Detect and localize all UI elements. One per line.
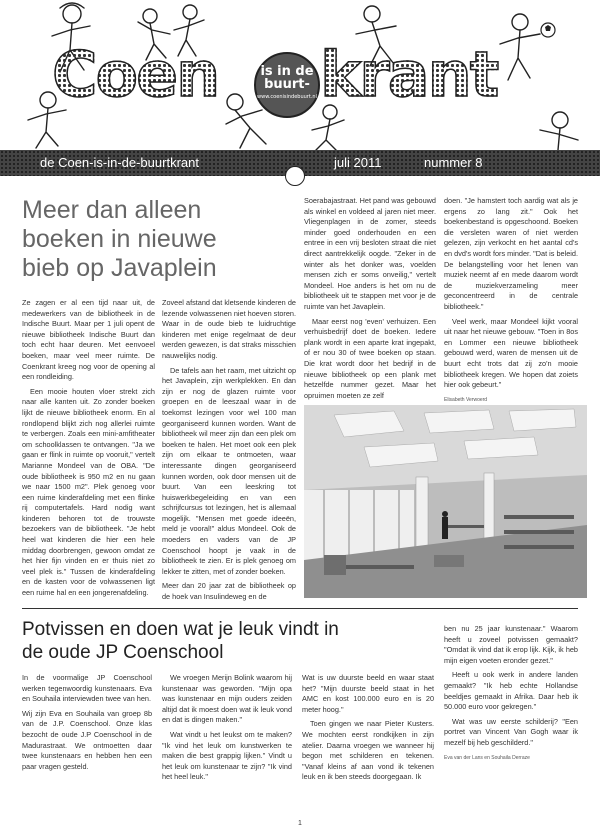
article1-headline: Meer dan alleen boeken in nieuwe bieb op Javaplein <box>22 196 217 282</box>
article2-col2-p2: Wat vindt u het leukst om te maken? "Ik vind het leuk om kunstwerken te maken die best grappig lijken." Vindt u het leuk om kunstenaar te zijn? "Ik vind het heel leuk." <box>162 729 292 782</box>
article1-col3-p2: Maar eerst nog 'even' verhuizen. Een verhuisbedrijf doet de boeken. Iedere plank wordt in een aparte krat ingepakt, of er nou 30 of twee boeken op staan. Die krat wordt door het bedrijf in de nieuwe bibliotheek op een plank met hetzelfde nummer gezet. Maar het opruimen moeten ze zelf <box>304 316 436 400</box>
article2-col1-p1: In de voormalige JP Coenschool werken tegenwoordig kunstenaars. Eva en Souhaila interviewden twee van hen. <box>22 673 152 704</box>
article1-col4-p1: doen. "Je hamstert toch aardig wat als je ergens zo lang zit." Ook het boekenbestand is opgeschoond. Boeken die versleten waren of niet werden gelezen, zijn verkocht en het aantal cd's en dvd's wordt fors minder. "Dat is beleid. De belangstelling voor het lenen van muziek neemt af en mede daarom wordt de muziekverzameling meer geconcentreerd in de centrale bibliotheek." <box>444 196 578 311</box>
article2-col3-p2: Toen gingen we naar Pieter Kusters. We mochten eerst rondkijken in zijn atelier. Daarna vroegen we wanneer hij begon met schilderen en tekenen. "Vanaf kleins af aan vond ik tekenen leuk en ik ben steeds doorgegaan. Ik <box>302 719 434 782</box>
ball-icon <box>541 23 555 37</box>
article1-col2-p1: Zoveel afstand dat kletsende kinderen de lezende volwassenen niet hoeven storen. Waar in de oude bieb te luidruchtige kinderen met enige regelmaat de deur werden gewezen, is dat straks misschien nauwelijks nodig. <box>162 298 296 360</box>
article1-col1-p1: Ze zagen er al een tijd naar uit, de medewerkers van de bibliotheek in de Indische Buurt. Maar per 1 juli opent de nieuwe bibliotheek Indische Buurt dan toch echt haar deuren. Met eenvoeel boeken, maar veel meer ruimte. De Coenkrant kreeg nog voor de opening al een rondleiding. <box>22 298 155 382</box>
article2-headline: Potvissen en doen wat je leuk vindt in de oude JP Coenschool <box>22 619 339 663</box>
masthead-issue: nummer 8 <box>424 155 483 170</box>
article2-col2 <box>162 673 292 787</box>
article2-col3-p1: Wat is uw duurste beeld en waar staat het? "Mijn duurste beeld staat in het AMC en kost 100.000 euro en is 20 meter hoog." <box>302 673 434 714</box>
library-interior-photo <box>304 405 587 598</box>
article2-col1-p2: Wij zijn Eva en Souhaila van groep 8b van de J.P. Coenschool. Onze klas bezocht de oude J.P Coenschool in de Madurastraat. We ontmoetten daar twee kunstenaars en hebben hen een paar vragen gesteld. <box>22 708 152 771</box>
masthead <box>0 0 600 150</box>
article2-col4-p1: ben nu 25 jaar kunstenaar." Waarom heeft u zoveel potvissen gemaakt? "Omdat ik vind dat ik erop lijk. Kijk, ik heb mijn eigen voeten eronder gezet." <box>444 624 578 665</box>
article1-col1 <box>22 298 155 603</box>
page-number: 1 <box>298 820 302 827</box>
article1-col3-p1: Soerabajastraat. Het pand was gebouwd als winkel en voldeed al jaren niet meer. Vliegenplagen in de zomer, steeds minder goed onderhouden en een entree in een vrij besloten straat die niet direct aantrekkelijk oogde. "Zeker in de winter als het donker was, voelden mensen zich er soms onveilig," vertelt Mondeel. Hoe anders is het om nu de bibliotheek uit te stappen met voor je de ruimte van het Javaplein. <box>304 196 436 311</box>
masthead-tagline: de Coen-is-in-de-buurtkrant <box>40 155 199 170</box>
article2-col4-p2: Heeft u ook werk in andere landen gemaakt? "Ik heb echte Hollandse beeldjes gemaakt in Afrika. Daar heb ik 50.000 euro voor gekregen." <box>444 670 578 712</box>
masthead-title-right: krant <box>320 38 498 111</box>
article2-col1 <box>22 673 152 776</box>
article2-credit: Eva van der Lans en Souhaila Derraze <box>444 754 530 761</box>
article1-col2-p2: De tafels aan het raam, met uitzicht op het Javaplein, zijn werkplekken. En dan zijn er nog de glazen ruimte voor groepen en de leeszaal waar in de toekomst lezingen voor wel 100 man georganiseerd kunnen worden. Want de bibliotheek wil meer zijn dan een plek om boeken te halen. Het moet ook een plek zijn om elkaar te ontmoeten, waar interessante dingen georganiseerd kunnen worden, ook door mensen uit de buurt. Van een leeskring tot huiswerkbegeleiding en van een schrijfcursus tot lezingen, het is allemaal mogelijk. "Mensen met goede ideeën, meld je vooral!" aldus Mondeel. Ook de moeders en vaders van de JP Coenschool hoopt je vaak in de bibliotheek te zien. Er is plek genoeg om lekker te zitten, met of zonder boeken. <box>162 365 296 576</box>
article-divider <box>22 608 578 609</box>
badge-line1: is in de <box>260 64 314 79</box>
masthead-date: juli 2011 <box>334 155 382 170</box>
article2-col2-p1: We vroegen Merijn Bolink waarom hij kunstenaar was geworden. "Mijn opa was kunstenaar en mijn ouders zeiden altijd dat ik moest doen wat ik leuk vond en dat is dingen maken." <box>162 673 292 725</box>
article2-col4 <box>444 624 578 763</box>
badge-url: www.coenisindebuurt.nl <box>257 94 317 100</box>
article2-col3 <box>302 673 434 787</box>
article1-col2 <box>162 298 296 607</box>
article2-col4-p3: Wat was uw eerste schilderij? "Een portret van Vincent Van Gogh waar ik mezelf bij heb geschilderd." <box>444 716 578 747</box>
article1-col4-p2: Veel werk, maar Mondeel kijkt vooral uit naar het nieuwe gebouw. "Toen in 8os en Lommer een nieuwe bibliotheek gebouwd werd, waren de mensen uit de buurt echt trots dat zij zo'n mooie bibliotheek kregen. We hopen dat zoiets hier ook gebeurt." <box>444 316 578 390</box>
article1-col2-p3: Meer dan 20 jaar zat de bibliotheek op de hoek van Insulindeweg en de <box>162 581 296 602</box>
masthead-badge <box>254 52 320 118</box>
football-icon <box>285 166 305 186</box>
badge-line2: buurt- <box>264 77 310 92</box>
article1-col3 <box>304 196 436 405</box>
article1-col1-p2: Een mooie houten vloer strekt zich naar alle kanten uit. Zo zonder boeken lijkt de nieuwe bibliotheek enorm. En al rondlopend blijkt zich nog allerlei ruimte te verbergen. Zoals een mini-amfitheater om schoolklassen te ontvangen. "Ja we gaan er flink in ruimte op vooruit," vertelt Marianne Mondeel van de OBA. "De oude bibliotheek is 950 m2 en nu gaan we naar 1500 m2". Plek genoeg voor een ruime kinderafdeling met een flinke rij computertafels. Hard nodig want kinderen behoren tot de trouwste bezoekers van de bibliotheek. "Je hebt heel wat kinderen die hier een hele middag doorbrengen, gewoon omdat ze het hier fijn vinden en er thuis niet zo veel plek is." Tussen de kinderafdeling en de kasten voor de volwassenen ligt een ruime hal en een jongerenafdeling. <box>22 386 155 598</box>
article1-col4 <box>444 196 578 405</box>
masthead-title-left: Coen <box>52 38 219 111</box>
article1-credit: Elisabeth Verwoerd <box>444 396 488 403</box>
